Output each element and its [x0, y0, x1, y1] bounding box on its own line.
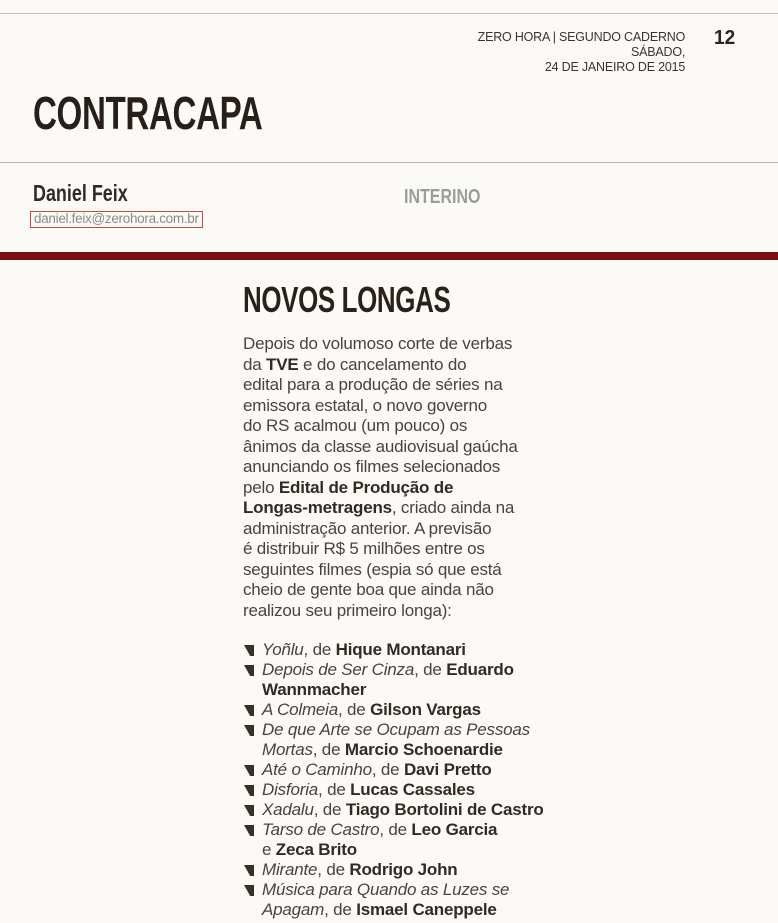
text-run: administração anterior. A previsão [243, 518, 492, 538]
text-run: Zeca Brito [275, 840, 357, 859]
section-divider [0, 162, 778, 163]
text-run: Longas-metragens [243, 498, 392, 517]
film-list [243, 640, 573, 920]
masthead-publication: ZERO HORA | SEGUNDO CADERNO [477, 29, 685, 44]
text-run: Hique Montanari [335, 640, 466, 659]
flag-bullet-icon [244, 805, 254, 816]
text-run: , de [414, 660, 447, 679]
text-run: Mirante [262, 860, 318, 879]
flag-bullet-icon [244, 645, 254, 656]
text-run: emissora estatal, o novo governo [243, 395, 488, 415]
text-run: Rodrigo John [349, 860, 458, 879]
text-run: cheio de gente boa que ainda não [243, 580, 494, 599]
text-run: pelo [243, 477, 279, 497]
film-text [262, 720, 530, 759]
film-item [243, 700, 573, 720]
text-run: e [262, 840, 276, 859]
flag-bullet-icon [244, 665, 254, 676]
film-text [262, 640, 466, 659]
text-run: é distribuir R$ 5 milhões entre os [243, 539, 485, 558]
film-text [262, 820, 497, 859]
text-run: Gilson Vargas [370, 700, 481, 719]
masthead-weekday: SÁBADO, [630, 43, 685, 59]
text-run: Tiago Bortolini de Castro [345, 800, 544, 819]
text-run: ânimos da classe audiovisual gaúcha [243, 436, 518, 456]
film-item [243, 760, 573, 780]
film-item [243, 800, 573, 820]
film-item [243, 640, 573, 660]
flag-bullet-icon [244, 705, 254, 716]
text-run: , de [312, 740, 345, 759]
author-email-link[interactable]: daniel.feix@zerohora.com.br [30, 211, 203, 228]
masthead-date: 24 DE JANEIRO DE 2015 [544, 58, 685, 74]
text-run: Yoñlu [262, 640, 304, 659]
text-run: Xadalu [262, 800, 314, 819]
text-run: , de [313, 800, 346, 819]
flag-bullet-icon [244, 885, 254, 896]
author-name: Daniel Feix [33, 180, 128, 206]
text-run: Lucas Cassales [350, 780, 475, 799]
text-run: , de [317, 860, 350, 879]
article-column [243, 281, 573, 920]
film-item [243, 860, 573, 880]
text-run: Até o Caminho [262, 760, 372, 779]
text-run: , de [318, 780, 351, 799]
text-run: A Colmeia [262, 700, 338, 719]
flag-bullet-icon [244, 765, 254, 776]
film-text [262, 860, 457, 879]
section-title: CONTRACAPA [33, 87, 263, 139]
text-run: e do cancelamento do [298, 354, 467, 374]
text-run: , criado ainda na [391, 498, 515, 517]
text-run: , de [371, 760, 404, 779]
text-run: Marcio Schoenardie [344, 740, 503, 759]
masthead [478, 30, 685, 74]
film-item [243, 880, 573, 920]
top-divider [0, 13, 778, 14]
flag-bullet-icon [244, 865, 254, 876]
text-run: Wannmacher [262, 680, 367, 699]
text-run: do RS acalmou (um pouco) os [243, 416, 468, 435]
text-run: edital para a produção de séries na [243, 375, 503, 394]
text-run: Música para Quando as Luzes se [262, 880, 510, 899]
text-run: Eduardo [446, 660, 514, 679]
film-text [262, 700, 481, 719]
text-run: , de [338, 700, 371, 719]
text-run: Mortas [262, 740, 313, 759]
text-run: Depois do volumoso corte de verbas [243, 334, 513, 353]
film-item [243, 820, 573, 860]
page-number: 12 [714, 27, 736, 49]
text-run: Leo Garcia [411, 820, 498, 839]
text-run: Tarso de Castro [262, 820, 380, 839]
text-run: TVE [266, 354, 299, 374]
text-run: , de [324, 900, 357, 919]
article-paragraph [243, 334, 573, 621]
text-run: , de [379, 820, 412, 839]
film-text [262, 760, 492, 779]
text-run: Depois de Ser Cinza [262, 660, 415, 679]
flag-bullet-icon [244, 825, 254, 836]
flag-bullet-icon [244, 725, 254, 736]
film-text [262, 780, 475, 799]
film-text [262, 660, 514, 699]
text-run: anunciando os filmes selecionados [243, 457, 501, 476]
text-run: Apagam [262, 900, 325, 919]
text-run: Davi Pretto [403, 760, 492, 779]
accent-bar [0, 252, 778, 260]
article-headline: NOVOS LONGAS [243, 279, 451, 320]
film-item [243, 660, 573, 700]
film-text [262, 880, 509, 919]
text-run: Disforia [262, 780, 319, 799]
text-run: realizou seu primeiro longa): [243, 600, 452, 620]
film-item [243, 780, 573, 800]
film-item [243, 720, 573, 760]
text-run: De que Arte se Ocupam as Pessoas [262, 720, 530, 739]
film-text [262, 800, 544, 819]
text-run: seguintes filmes (espia só que está [243, 559, 502, 579]
text-run: Edital de Produção de [278, 477, 454, 497]
flag-bullet-icon [244, 785, 254, 796]
text-run: da [243, 354, 267, 374]
role-label: INTERINO [404, 186, 481, 208]
text-run: Ismael Caneppele [356, 900, 497, 919]
text-run: , de [303, 640, 336, 659]
